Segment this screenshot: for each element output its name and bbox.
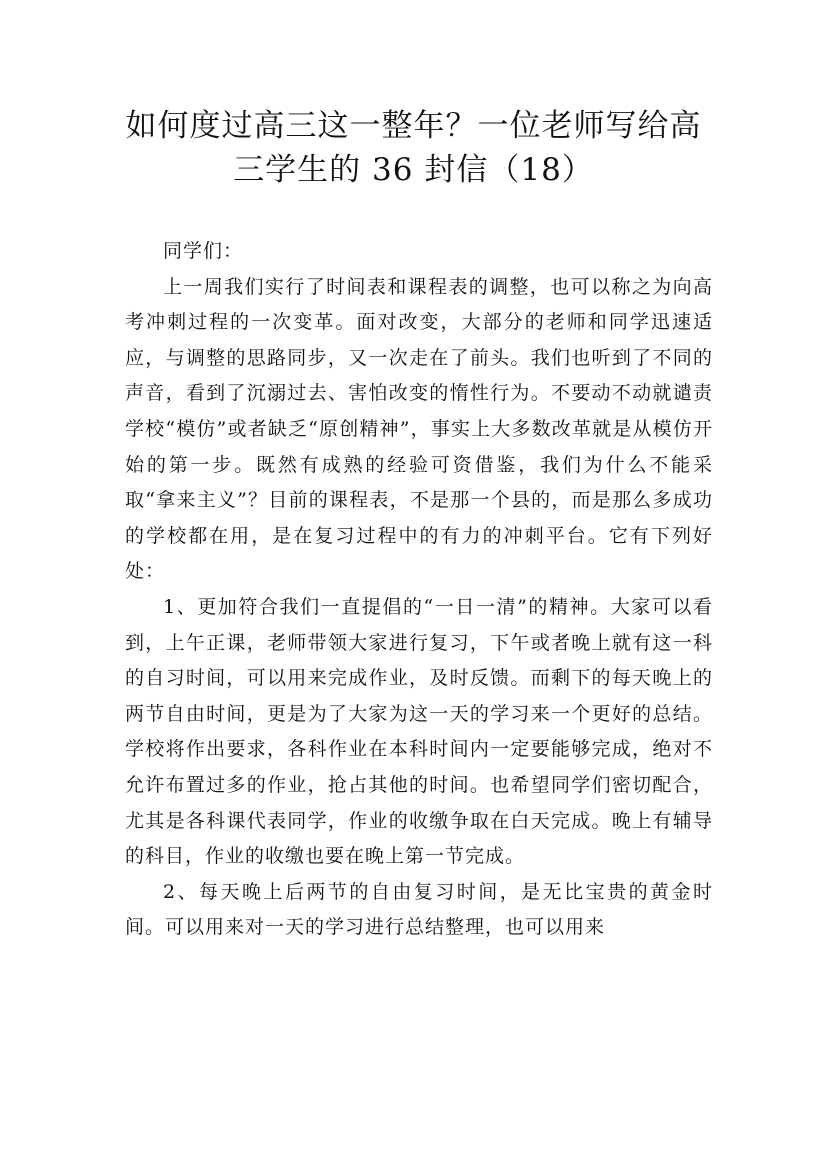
paragraph-point-2: 2、每天晚上后两节的自由复习时间，是无比宝贵的黄金时间。可以用来对一天的学习进行总结整理，也可以用来: [125, 880, 713, 939]
paragraph-intro: 上一周我们实行了时间表和课程表的调整，也可以称之为向高考冲刺过程的一次变革。面对改变，大部分的老师和同学迅速适应，与调整的思路同步，又一次走在了前头。我们也听到了不同的声音，看到了沉溺过去、害怕改变的惰性行为。不要动不动就谴责学校“模仿”或者缺乏“原创精神”，事实上大多数改革就是从模仿开始的第一步。既然有成熟的经验可资借鉴，我们为什么不能采取“拿来主义”？目前的课程表，不是那一个县的，而是那么多成功的学校都在用，是在复习过程中的有力的冲刺平台。它有下列好处：: [125, 275, 713, 583]
greeting: 同学们：: [163, 240, 244, 262]
paragraph-point-1: 1、更加符合我们一直提倡的“一日一清”的精神。大家可以看到，上午正课，老师带领大家进行复习，下午或者晚上就有这一科的自习时间，可以用来完成作业，及时反馈。而剩下的每天晚上的两节自由时间，更是为了大家为这一天的学习来一个更好的总结。学校将作出要求，各科作业在本科时间内一定要能够完成，绝对不允许布置过多的作业，抢占其他的时间。也希望同学们密切配合，尤其是各科课代表同学，作业的收缴争取在白天完成。晚上有辅导的科目，作业的收缴也要在晚上第一节完成。: [125, 595, 713, 868]
document-title: [120, 104, 707, 192]
letter-body: [125, 234, 713, 946]
title-line-1: 如何度过高三这一整年？一位老师写给高: [125, 108, 702, 144]
title-line-2: 三学生的 36 封信（18）: [233, 152, 594, 188]
